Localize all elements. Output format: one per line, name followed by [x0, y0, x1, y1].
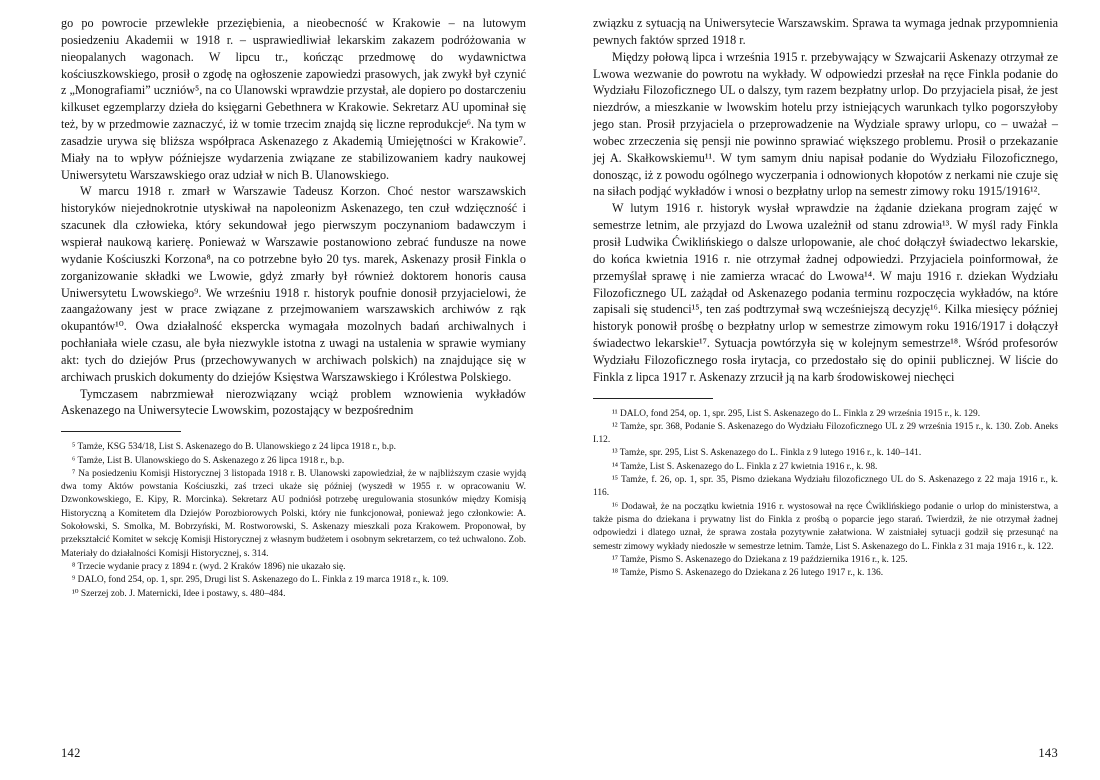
paragraph: związku z sytuacją na Uniwersytecie Warszawskim. Sprawa ta wymaga jednak przypomnienia pewnych faktów sprzed 1918 r. [593, 16, 1058, 47]
footnote: ¹¹ DALO, fond 254, op. 1, spr. 295, List S. Askenazego do L. Finkla z 29 września 1915 r., k. 129. [612, 408, 981, 419]
footnote: ⁵ Tamże, KSG 534/18, List S. Askenazego do B. Ulanowskiego z 24 lipca 1918 r., b.p. [72, 442, 397, 453]
footnote: ¹⁷ Tamże, Pismo S. Askenazego do Dziekana z 19 października 1916 r., k. 125. [612, 554, 908, 565]
footnote: ⁷ Na posiedzeniu Komisji Historycznej 3 listopada 1918 r. B. Ulanowski zapowiedział, że w najbliższym czasie wyjdą dwa tomy Aktów powstania Kościuszki, zaś trzeci ukaże się później (wyszedł w 1955 r. w opracowaniu W. Dzwonkowskiego, E. Kipy, R. Morcinka). Sekretarz AU podniósł potrzebę uregulowania stosunków między Komisją Historyczną a Komitetem dla Dziejów Porozbiorowych Polski, który nie funkcjonował, ponieważ jego członkowie: A. Sokołowski, S. Smolka, M. Bobrzyński, M. Rostworowski, S. Askenazy mieszkali poza Krakowem. Proponował, by przekształcić Komitet w sekcję Komisji Historycznej z własnym budżetem i osobnym sekretarzem, co też uchwalono. Zob. Materiały do działalności Komisji Historycznej, s. 314. [61, 468, 526, 559]
paragraph: Tymczasem nabrzmiewał nierozwiązany wciąż problem wznowienia wykładów Askenazego na Uniwersytecie Lwowskim, pozostający w bezpośrednim [61, 386, 526, 418]
right-page [593, 0, 1058, 780]
paragraph: Między połową lipca i września 1915 r. przebywający w Szwajcarii Askenazy otrzymał ze Lwowa wezwanie do powrotu na wykłady. W odpowiedzi przesłał na ręce Finkla podanie do Wydziału Filozoficznego UL o dalszy, tym razem bezpłatny urlop. Do przyjaciela pisał, że jest niezdrów, a mieszkanie w lwowskim hotelu przy istniejących warunkach tylko pogorszyłoby jego stan. Prosił przyjaciela o przeprowadzenie na Wydziale sprawy urlopu, co – uważał – wobec zrzeczenia się pensji nie powinno sprawiać większego problemu. Prosił o przekazanie jej A. Skałkowskiemu¹¹. W tym samym dniu napisał podanie do Wydziału Filozoficznego, donosząc, iż z powodu ogólnego wyczerpania i odnowionych kłopotów z nerkami nie czuje się na siłach podjąć wykładów i wnosi o bezpłatny urlop na semestr zimowy roku 1915/1916¹². [593, 49, 1058, 199]
page-number: 142 [61, 746, 81, 760]
footnote-divider [593, 398, 713, 399]
footnote: ⁹ DALO, fond 254, op. 1, spr. 295, Drugi list S. Askenazego do L. Finkla z 19 marca 1918 r., k. 109. [72, 575, 449, 586]
footnote: ¹³ Tamże, spr. 295, List S. Askenazego do L. Finkla z 9 lutego 1916 r., k. 140–141. [612, 448, 922, 459]
footnote: ¹⁶ Dodawał, że na początku kwietnia 1916 r. wystosował na ręce Ćwiklińskiego podanie o urlop do ministerstwa, a także pisma do dziekana i prywatny list do Finkla z prośbą o poparcie jego starań. Twierdził, że nie otrzymał żadnej odpowiedzi i dlatego uznał, że sprawa została pozytywnie załatwiona. W zaistniałej sytuacji godził się przesunąć na semestr zimowy wykłady niedoszłe w semestrze letnim. Tamże, List S. Askenazego do L. Finkla z 31 maja 1916 r., k. 122. [593, 501, 1058, 552]
footnote: ¹⁴ Tamże, List S. Askenazego do L. Finkla z 27 kwietnia 1916 r., k. 98. [612, 461, 878, 472]
paragraph: W marcu 1918 r. zmarł w Warszawie Tadeusz Korzon. Choć nestor warszawskich historyków niejednokrotnie utyskiwał na napoleonizm Askenazego, ten czuł wdzięczność i szacunek dla człowieka, który sekundował jego pierwszym poczynaniom badawczym i wspierał naukową karierę. Ponieważ w Warszawie postanowiono zebrać fundusze na nowe wydanie Kościuszki Korzona⁸, na co potrzebne było 20 tys. marek, Askenazy prosił Finkla o zorganizowanie składki we Lwowie, gdyż zmarły był również doktorem honoris causa Uniwersytetu Lwowskiego⁹. We wrześniu 1918 r. historyk poufnie donosił przyjacielowi, że zaangażowany jest w prace związane z przejmowaniem warszawskich archiwów z rąk okupantów¹⁰. Owa działalność ekspercka wymagała mozolnych badań archiwalnych i pochłaniała wiele czasu, ale była niezwykle istotna z uwagi na ustalenia w sprawie wymiany akt: tych do dziejów Prus (przechowywanych w archiwach polskich) na znajdujące się w archiwach pruskich dokumenty do dziejów Księstwa Warszawskiego i Królestwa Polskiego. [61, 184, 526, 384]
footnote: ⁶ Tamże, List B. Ulanowskiego do S. Askenazego z 26 lipca 1918 r., b.p. [72, 455, 345, 466]
left-page-body [61, 15, 526, 601]
left-page [61, 0, 526, 780]
page-number: 143 [1038, 746, 1058, 760]
footnote: ¹⁸ Tamże, Pismo S. Askenazego do Dziekana z 26 lutego 1917 r., k. 136. [612, 568, 884, 579]
paragraph: go po powrocie przewlekłe przeziębienia, a nieobecność w Krakowie – na lutowym posiedzeniu Akademii w 1918 r. – usprawiedliwiał lekarskim zakazem podróżowania w nieopalanych wagonach. W lipcu tr., kończąc przedmowę do wydawnictwa kościuszkowskiego, prosił o zgodę na ogłoszenie zapowiedzi prasowych, jak zwykł był czynić z „Monografiami” uczniów⁵, na co Ulanowski wprawdzie przystał, ale dopiero po dostarczeniu kilkuset egzemplarzy dzieła do księgarni Gebethnera w Krakowie. Sekretarz AU upominał się też, by w przedmowie zaznaczyć, iż w tomie trzecim znajdą się liczne reprodukcje⁶. Na tym w zasadzie urywa się bliższa współpraca Askenazego z Akademią Umiejętności w Krakowie⁷. Miały na to wpływ późniejsze wydarzenia związane ze stabilizowaniem kadry naukowej Uniwersytetu Warszawskiego oraz udział w nich B. Ulanowskiego. [61, 16, 526, 182]
right-page-body [593, 15, 1058, 580]
footnote: ¹⁰ Szerzej zob. J. Maternicki, Idee i postawy, s. 480–484. [72, 588, 286, 599]
footnote-divider [61, 431, 181, 432]
footnote: ¹⁵ Tamże, f. 26, op. 1, spr. 35, Pismo dziekana Wydziału filozoficznego UL do S. Askenazego z 22 maja 1916 r., k. 116. [593, 475, 1058, 499]
footnote: ⁸ Trzecie wydanie pracy z 1894 r. (wyd. 2 Kraków 1896) nie ukazało się. [72, 561, 346, 572]
paragraph: W lutym 1916 r. historyk wysłał wprawdzie na żądanie dziekana program zajęć w semestrze letnim, ale przyjazd do Lwowa uzależnił od stanu zdrowia¹³. W myśl rady Finkla prosił Ludwika Ćwiklińskiego o dalsze urlopowanie, ale choć dołączył świadectwo lekarskie, do końca kwietnia 1916 r. nie otrzymał żadnej odpowiedzi. Przyjaciela poinformował, że przemyślał sprawę i nie zamierza wracać do Lwowa¹⁴. W maju 1916 r. dziekan Wydziału Filozoficznego UL zażądał od Askenazego podania terminu rozpoczęcia wykładów, na które zapisali się studenci¹⁵, ten zaś podtrzymał swą wcześniejszą decyzję¹⁶. Kilka miesięcy później historyk ponowił prośbę o bezpłatny urlop w semestrze zimowym roku 1916/1917 i dołączył świadectwo lekarskie¹⁷. Sytuacja powtórzyła się w kolejnym semestrze¹⁸. Wśród profesorów Wydziału Filozoficznego rosła irytacja, co przedostało się do opinii publicznej. W liście do Finkla z lipca 1917 r. Askenazy zrzucił ją na karb środowiskowej niechęci [593, 201, 1058, 384]
footnote: ¹² Tamże, spr. 368, Podanie S. Askenazego do Wydziału Filozoficznego UL z 29 września 1915 r., k. 130. Zob. Aneks I.12. [593, 421, 1058, 446]
